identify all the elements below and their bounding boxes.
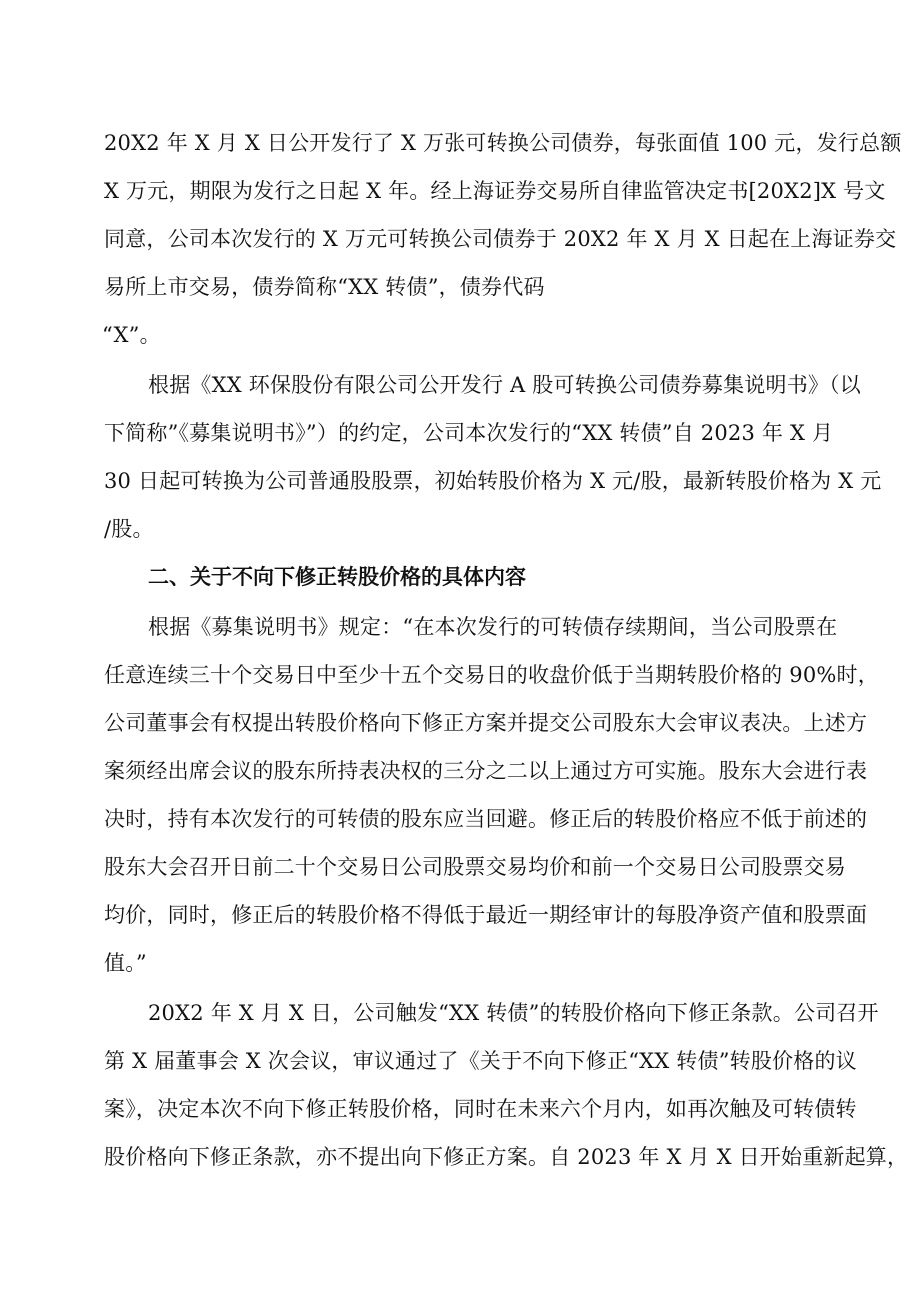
- paragraph-1-line-1: 20X2 年 X 月 X 日公开发行了 X 万张可转换公司债券，每张面值 100 元，发行总额: [104, 131, 902, 155]
- paragraph-2-line-3: 30 日起可转换为公司普通股股票，初始转股价格为 X 元/股，最新转股价格为 X 元: [104, 469, 882, 493]
- paragraph-3-line-8: 值。”: [104, 951, 147, 975]
- paragraph-3-line-6: 股东大会召开日前二十个交易日公司股票交易均价和前一个交易日公司股票交易: [104, 855, 846, 879]
- paragraph-3-line-5: 决时，持有本次发行的可转债的股东应当回避。修正后的转股价格应不低于前述的: [104, 807, 868, 831]
- paragraph-4-line-2: 第 X 届董事会 X 次会议，审议通过了《关于不向下修正“XX 转债”转股价格的议: [104, 1049, 857, 1073]
- paragraph-4-line-3: 案》，决定本次不向下修正转股价格，同时在未来六个月内，如再次触及可转债转: [104, 1097, 857, 1121]
- paragraph-2-line-4: /股。: [104, 517, 154, 541]
- section-2-heading: 二、关于不向下修正转股价格的具体内容: [148, 564, 526, 589]
- paragraph-3-line-7: 均价，同时，修正后的转股价格不得低于最近一期经审计的每股净资产值和股票面: [104, 903, 868, 927]
- paragraph-2-line-1: 根据《XX 环保股份有限公司公开发行 A 股可转换公司债券募集说明书》（以: [148, 373, 861, 397]
- paragraph-3-line-4: 案须经出席会议的股东所持表决权的三分之二以上通过方可实施。股东大会进行表: [104, 759, 868, 783]
- paragraph-4-line-4: 股价格向下修正条款，亦不提出向下修正方案。自 2023 年 X 月 X 日开始重新起算，: [104, 1145, 909, 1169]
- paragraph-1-line-2: X 万元，期限为发行之日起 X 年。经上海证券交易所自律监管决定书[20X2]X 号文: [104, 179, 886, 203]
- paragraph-3-line-1: 根据《募集说明书》规定：“在本次发行的可转债存续期间，当公司股票在: [148, 615, 838, 639]
- paragraph-3-line-3: 公司董事会有权提出转股价格向下修正方案并提交公司股东大会审议表决。上述方: [104, 711, 868, 735]
- paragraph-4-line-1: 20X2 年 X 月 X 日，公司触发“XX 转债”的转股价格向下修正条款。公司召开: [148, 1001, 879, 1025]
- paragraph-1-line-4: 易所上市交易，债券简称“XX 转债”，债券代码: [104, 275, 545, 299]
- paragraph-1-line-3: 同意，公司本次发行的 X 万元可转换公司债券于 20X2 年 X 月 X 日起在上海证券交: [104, 227, 897, 251]
- paragraph-1-line-5: “X”。: [102, 323, 161, 347]
- paragraph-2-line-2: 下简称”《募集说明书》”）的约定，公司本次发行的“XX 转债”自 2023 年 X 月: [104, 421, 834, 445]
- paragraph-3-line-2: 任意连续三十个交易日中至少十五个交易日的收盘价低于当期转股价格的 90%时，: [104, 663, 879, 687]
